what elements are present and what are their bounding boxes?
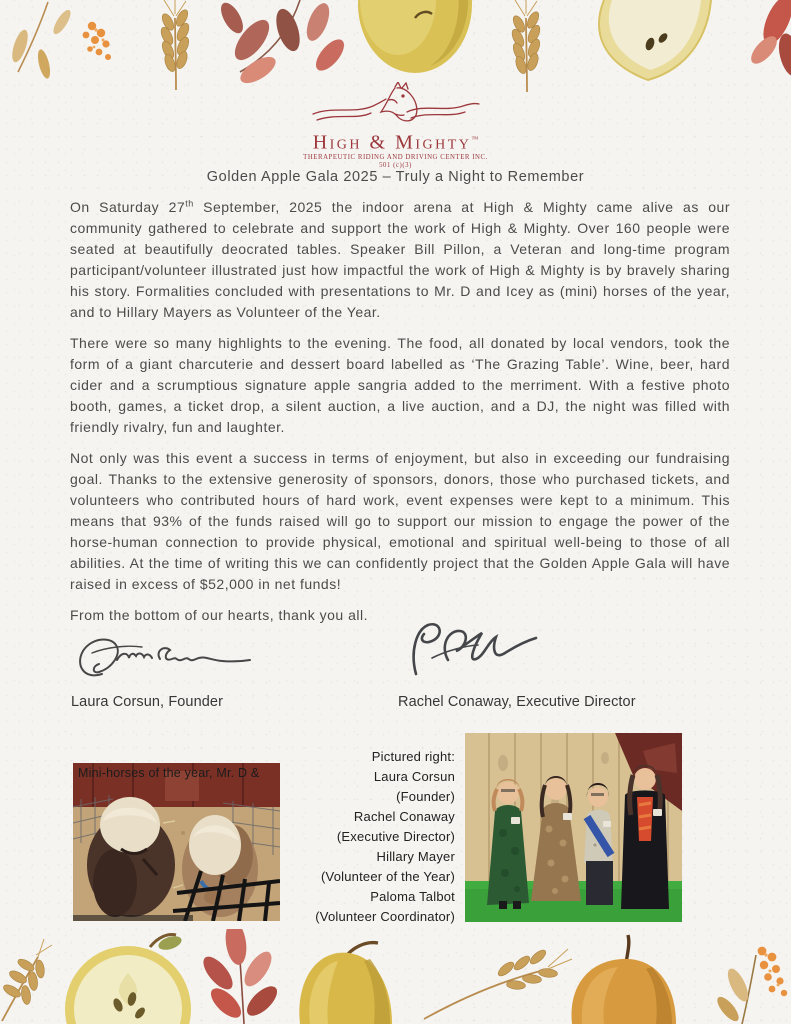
letter-title: Golden Apple Gala 2025 – Truly a Night to Remember [206,169,585,185]
person-green-dress [487,779,529,909]
caption-line: Hillary Mayer [376,849,455,864]
orange-apple-icon [571,935,676,1024]
person-black-blazer [621,765,669,909]
high-and-mighty-logo [0,82,791,169]
mini-horses-photo [73,763,280,921]
autumn-leaves-icon [217,0,350,88]
wheat-icon [424,948,572,1019]
p1-text-before: On Saturday 27 [70,199,186,215]
caption-line: Paloma Talbot [370,889,455,904]
wheat-icon [2,939,52,1021]
laura-corsun-signature [72,629,257,684]
letter-body [70,197,730,636]
logo-wordmark: High & Mighty™ [312,131,479,154]
mini-horses-caption-overlay: Mini-horses of the year, Mr. D & [78,766,260,780]
wheat-icon [510,0,543,92]
p1-text-after: September, 2025 the indoor arena at High & Mighty came alive as our community gathered to celebrate and support the work of High & Mighty. Over 160 people were seated at beautifully deocrated tables. Speaker Bill Pillon, a Veteran and long-time program participant/volunteer illustrated just how impactful the work of High & Mighty is by bravely sharing his story. Formalities concluded with presentations to Mr. D and Icey as (mini) horses of the year, and to Hillary Mayers as Volunteer of the Year. [70,199,731,320]
date-ordinal: th [185,198,194,209]
paragraph-2: There were so many highlights to the evening. The food, all donated by local vendors, took the form of a giant charcuterie and dessert board labelled as ‘The Grazing Table’. Wine, beer, hard cider and a scrumptious signature apple sangria added to the merriment. With a festive photo booth, games, a ticket drop, a silent auction, a live auction, and a DJ, the night was filled with friendly rivalry, fun and laughter. [70,335,730,435]
red-leaves-icon [747,0,791,79]
orange-flowers-icon [714,947,787,1024]
apple-half-icon [65,934,191,1024]
caption-line: (Executive Director) [336,829,455,844]
paragraph-3: Not only was this event a success in terms of enjoyment, but also in exceeding our fundraising goal. Thanks to the extensive generosity of sponsors, donors, those who purchased tickets, and volunteers who contributed hours of hard work, event expenses were kept to a minimum. This means that 93% of the funds raised will go to support our mission to engage the power of the horse-human connection to provide physical, emotional and spiritual well-being to those of all abilities. At the time of writing this we can confidently project that the Golden Apple Gala will have raised in excess of $52,000 in net funds! [70,450,730,592]
apple-icon [358,0,472,73]
caption-line: Rachel Conaway [353,809,455,824]
berry-branch-icon [9,2,111,80]
paragraph-4: From the bottom of our hearts, thank you all. [70,607,368,623]
caption-line: (Founder) [396,789,455,804]
wheat-icon [159,0,192,90]
group-photo [465,733,682,922]
caption-line: (Volunteer Coordinator) [315,909,455,924]
trademark-symbol: ™ [471,135,479,143]
caption-line: (Volunteer of the Year) [321,869,455,884]
apple-slice-icon [599,0,711,80]
executive-director-name-label: Rachel Conaway, Executive Director [398,694,636,710]
pictured-right-caption [295,747,455,927]
yellow-apple-icon [299,943,392,1024]
caption-line: Laura Corsun [373,769,455,784]
caption-line: Pictured right: [371,749,455,764]
red-leaves-icon [198,929,282,1024]
logo-subtitle: THERAPEUTIC RIDING AND DRIVING CENTER INC. [303,153,488,161]
bottom-autumn-border [0,929,791,1024]
rachel-conaway-signature [398,618,548,680]
horse-head-icon [311,82,481,130]
paragraph-1 [70,197,730,323]
top-autumn-border [0,0,791,92]
logo-nonprofit-status: 501 (c)(3) [379,161,412,169]
founder-name-label: Laura Corsun, Founder [71,694,224,710]
